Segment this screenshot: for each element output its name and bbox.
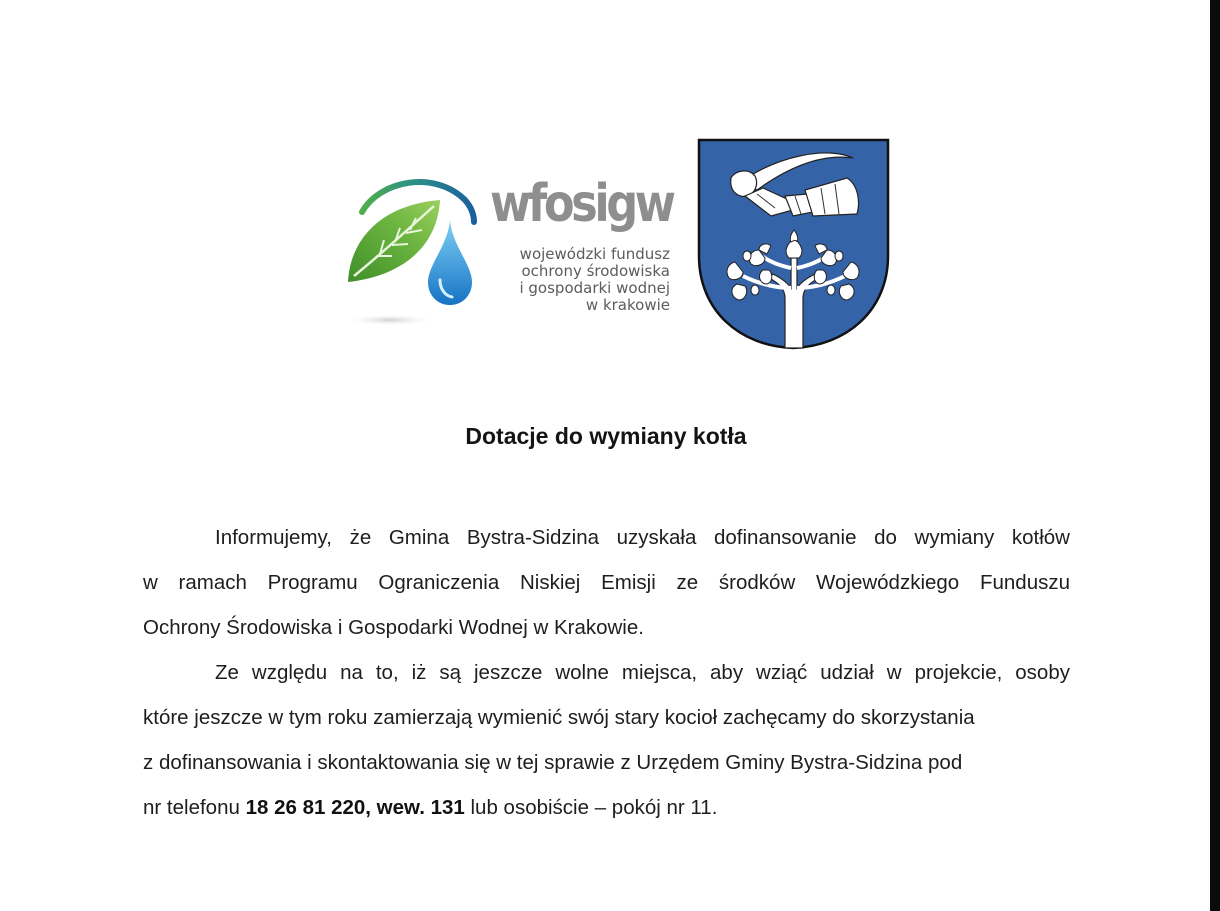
paragraph-1-line-3: Ochrony Środowiska i Gospodarki Wodnej w Krakowie.	[143, 616, 644, 639]
paragraph-1-line-1	[143, 515, 1070, 560]
paragraph-1-line-1-text: Informujemy, że Gmina Bystra-Sidzina uzyskała dofinansowanie do wymiany kotłów	[215, 526, 1070, 549]
page-edge-border	[1210, 0, 1220, 911]
paragraph-1-line-2: w ramach Programu Ograniczenia Niskiej Emisji ze środków Wojewódzkiego Funduszu	[143, 571, 1070, 594]
paragraph-2-line-1	[143, 650, 1070, 695]
paragraph-2	[143, 650, 1070, 830]
phone-prefix: nr telefonu	[143, 796, 246, 819]
paragraph-2-line-3: z dofinansowania i skontaktowania się w tej sprawie z Urzędem Gminy Bystra-Sidzina pod	[143, 751, 963, 774]
paragraph-2-line-1-text: Ze względu na to, iż są jeszcze wolne miejsca, aby wziąć udział w projekcie, osoby	[215, 661, 1070, 684]
phone-number: 18 26 81 220, wew. 131	[245, 796, 465, 819]
wfosigw-logo	[340, 170, 680, 340]
paragraph-2-line-4	[143, 785, 1070, 830]
wfosigw-line-2: ochrony środowiska	[521, 262, 670, 280]
wfosigw-wordmark: wfosigw	[490, 174, 673, 234]
leaf-water-drop-icon	[340, 170, 480, 335]
coat-of-arms-icon	[697, 138, 890, 350]
room-info: lub osobiście – pokój nr 11.	[464, 796, 718, 819]
wfosigw-line-1: wojewódzki fundusz	[519, 245, 670, 263]
document-title: Dotacje do wymiany kotła	[465, 423, 747, 449]
paragraph-2-line-2: które jeszcze w tym roku zamierzają wymienić swój stary kocioł zachęcamy do skorzystania	[143, 706, 975, 729]
wfosigw-full-name	[480, 246, 670, 314]
wfosigw-line-4: w krakowie	[585, 296, 670, 314]
paragraph-1	[143, 515, 1070, 650]
wfosigw-line-3: i gospodarki wodnej	[519, 279, 670, 297]
